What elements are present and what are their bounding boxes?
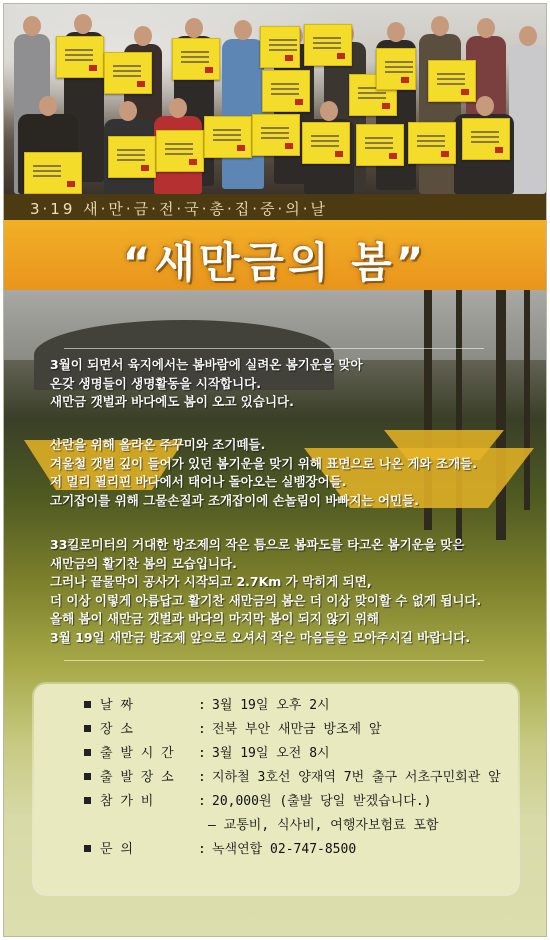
yellow-flag	[104, 52, 152, 94]
paragraph-life	[50, 436, 510, 510]
square-bullet-icon	[84, 725, 91, 732]
info-row-date: 날 짜 : 3월 19일 오후 2시	[84, 694, 501, 718]
person-head	[74, 14, 92, 34]
yellow-flag	[376, 48, 416, 90]
date-strip	[4, 194, 546, 220]
yellow-flag	[462, 118, 510, 160]
square-bullet-icon	[84, 845, 91, 852]
text-line: 온갖 생명들이 생명활동을 시작합니다.	[50, 375, 262, 391]
info-label: 날 짜	[100, 698, 133, 713]
yellow-flag	[260, 26, 300, 68]
square-bullet-icon	[84, 773, 91, 780]
info-value: 3월 19일 오후 2시	[212, 698, 330, 713]
yellow-flag	[172, 38, 220, 80]
person-head	[320, 101, 338, 121]
info-row-place: 장 소 : 전북 부안 새만금 방조제 앞	[84, 718, 501, 742]
person-head	[387, 22, 405, 42]
person-head	[519, 26, 537, 46]
square-bullet-icon	[84, 701, 91, 708]
text-line: 새만금의 활기찬 봄의 모습입니다.	[50, 555, 237, 571]
yellow-flag	[156, 130, 204, 172]
text-line: 그러나 끝물막이 공사가 시작되고 2.7Km 가 막히게 되면,	[50, 574, 372, 590]
person-head	[23, 16, 41, 36]
square-bullet-icon	[84, 797, 91, 804]
wooden-post	[524, 290, 530, 510]
person-head	[476, 96, 494, 116]
text-line: 새만금 갯벌과 바다에도 봄이 오고 있습니다.	[50, 394, 294, 410]
info-row-contact: 문 의 : 녹색연합 02-747-8500	[84, 838, 501, 862]
yellow-flag	[302, 122, 350, 164]
info-label: 출 발 장 소	[100, 770, 174, 785]
group-photo	[4, 4, 546, 194]
event-info-box	[34, 684, 518, 894]
person-head	[169, 98, 187, 118]
divider	[64, 348, 484, 349]
yellow-flag	[24, 152, 82, 194]
wooden-post	[456, 290, 462, 550]
info-row-departure-time: 출 발 시 간 : 3월 19일 오전 8시	[84, 742, 501, 766]
yellow-flag	[108, 136, 156, 178]
yellow-flag	[56, 36, 104, 78]
poster-title: “새만금의 봄”	[122, 238, 428, 287]
yellow-flag	[408, 122, 456, 164]
paragraph-appeal	[50, 536, 510, 648]
info-row-fee: 참 가 비 : 20,000원 (출발 당일 받겠습니다.)	[84, 790, 501, 814]
text-line: 3월 19일 새만금 방조제 앞으로 오셔서 작은 마음들을 모아주시길 바랍니다.	[50, 629, 471, 645]
divider	[64, 660, 484, 661]
event-info-list	[84, 694, 501, 862]
person-head	[431, 16, 449, 36]
info-value: 녹색연합 02-747-8500	[212, 842, 357, 857]
text-line: 겨울철 갯벌 깊이 들어가 있던 봄기운을 맞기 위해 표면으로 나온 게와 조개들.	[50, 455, 477, 471]
info-row-departure-place: 출 발 장 소 : 지하철 3호선 양재역 7번 출구 서초구민회관 앞	[84, 766, 501, 790]
text-line: 산란을 위해 올라온 주꾸미와 조기떼들.	[50, 437, 266, 452]
person-head	[119, 101, 137, 121]
person-head	[477, 18, 495, 38]
person-head	[134, 26, 152, 46]
person-head	[234, 20, 252, 40]
person-head	[185, 18, 203, 38]
info-value: 지하철 3호선 양재역 7번 출구 서초구민회관 앞	[212, 770, 501, 785]
poster	[3, 3, 547, 937]
event-date-label: 3·19 새·만·금·전·국·총·집·중·의·날	[30, 200, 328, 218]
info-label: 참 가 비	[100, 794, 154, 809]
yellow-flag	[428, 60, 476, 102]
info-label: 출 발 시 간	[100, 746, 174, 761]
text-line: 저 멀리 필리핀 바다에서 태어나 돌아오는 실뱀장어들.	[50, 474, 347, 490]
fee-note: – 교통비, 식사비, 여행자보험료 포함	[208, 818, 439, 833]
title-band	[4, 220, 546, 290]
info-label: 장 소	[100, 722, 133, 737]
info-value: 3월 19일 오전 8시	[212, 746, 330, 761]
info-value: 20,000원 (출발 당일 받겠습니다.)	[212, 794, 432, 809]
text-line: 고기잡이를 위해 그물손질과 조개잡이에 손놀림이 바빠지는 어민들.	[50, 492, 419, 508]
text-line: 3월이 되면서 육지에서는 봄바람에 실려온 봄기운을 맞아	[50, 357, 363, 372]
info-label: 문 의	[100, 842, 133, 857]
yellow-flag	[204, 116, 252, 158]
yellow-flag	[252, 114, 300, 156]
square-bullet-icon	[84, 749, 91, 756]
text-line: 올해 봄이 새만금 갯벌과 바다의 마지막 봄이 되지 않기 위해	[50, 611, 379, 627]
yellow-flag	[304, 24, 352, 66]
yellow-flag	[262, 70, 310, 112]
info-value: 전북 부안 새만금 방조제 앞	[212, 722, 382, 737]
person	[509, 44, 546, 194]
text-line: 33킬로미터의 거대한 방조제의 작은 틈으로 봄파도를 타고온 봄기운을 맞은	[50, 537, 465, 552]
paragraph-spring	[50, 356, 510, 412]
person-head	[39, 96, 57, 116]
text-line: 더 이상 이렇게 아름답고 활기찬 새만금의 봄은 더 이상 맞이할 수 없게 됩니다.	[50, 592, 482, 608]
yellow-flag	[356, 124, 404, 166]
